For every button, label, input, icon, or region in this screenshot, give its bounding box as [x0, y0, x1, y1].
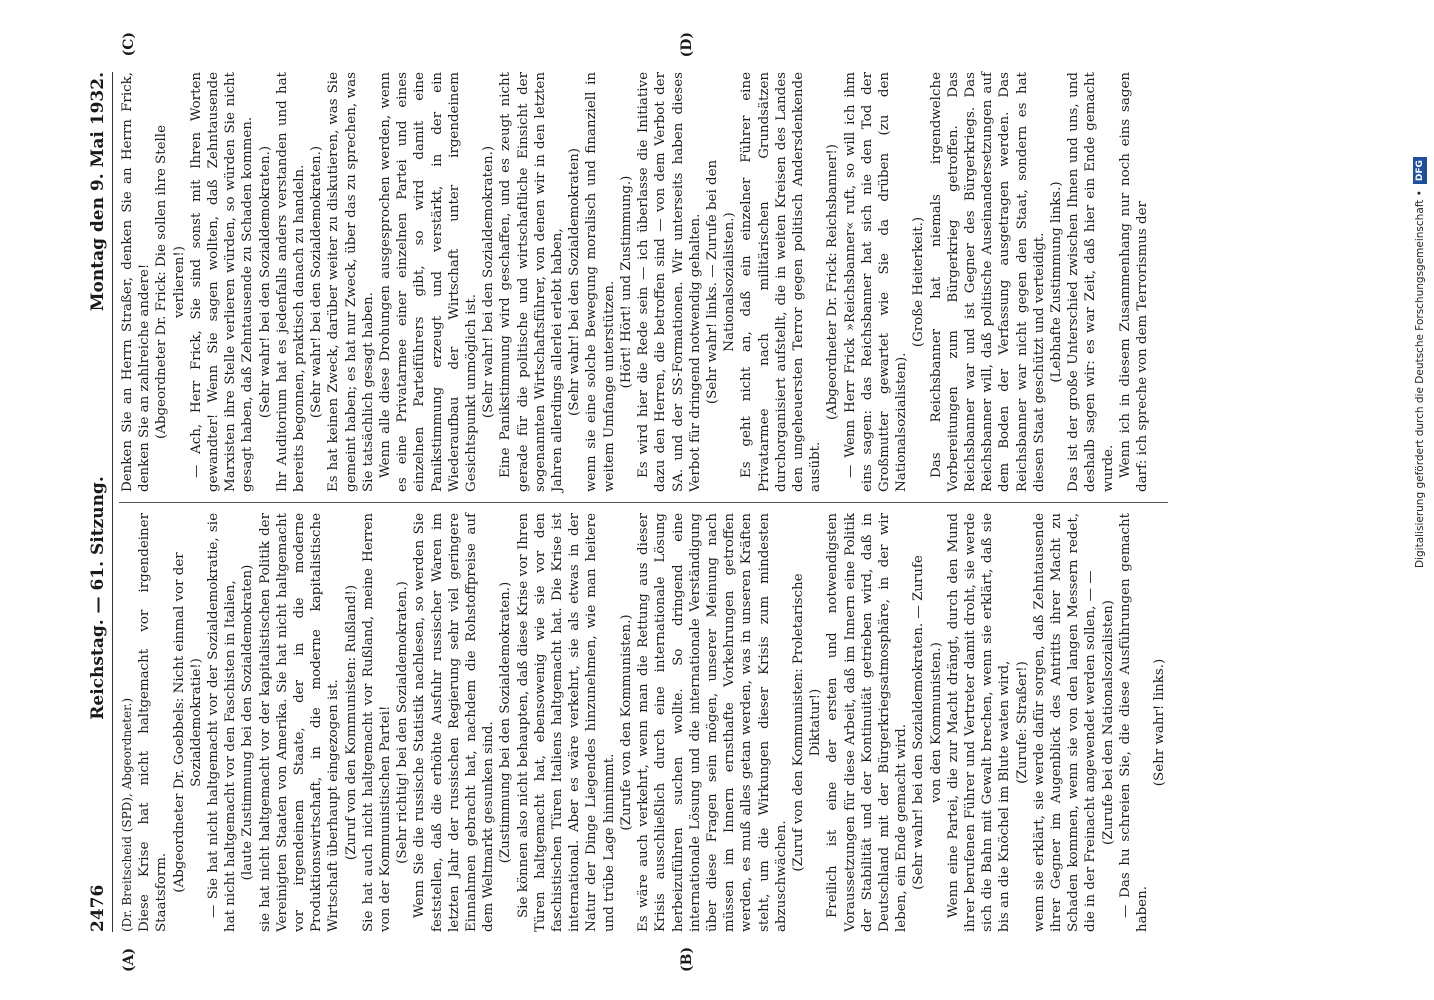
interjection: (Große Heiterkeit.) — [911, 216, 927, 348]
paragraph: Das ist der große Unterschied zwischen Ihnen und uns, und deshalb sagen wir: es war Zeit, daß hier ein Ende gemacht wurde. — [1066, 72, 1116, 492]
paragraph: Wenn ich in diesem Zusammenhang nur noch eins sagen darf: ich spreche von dem Terrorismus der — [1117, 72, 1150, 492]
interjection: (Hört! Hört! und Zustimmung.) — [618, 175, 634, 389]
paragraph: Freilich ist eine der ersten und notwendigsten Voraussetzungen für diese Arbeit, daß im Innern eine Politik der Stabilität und der Kontinuität getrieben wird, daß in Deutschland mit der Bürgerkriegsatmosphäre, in der wir leben, ein Ende gemacht wird. — [825, 513, 910, 932]
interjection: (Sehr wahr! links. — Zurufe bei den Nationalsozialisten.) — [704, 159, 738, 405]
page-number: 2476 — [88, 884, 108, 932]
paragraph: Wenn alle diese Drohungen ausgesprochen werden, wenn es eine Privatarmee einer einzelnen Partei und eines einzelnen Parteiführers gibt, so wird damit eine Panikstimmung erzeugt und verstärkt, in der ein Wiederaufbau der Wirtschaft unter irgendeinem Gesichtspunkt unmöglich ist. — [378, 72, 480, 492]
interjection: (Zustimmung bei den Sozialdemokraten.) — [498, 581, 514, 864]
interjection: (laute Zustimmung bei den Sozialdemokraten) — [240, 564, 256, 881]
margin-mark-c: (C) — [121, 32, 137, 57]
interjection: (Lebhafte Zustimmung links.) — [1048, 181, 1064, 383]
paragraph: Eine Panikstimmung wird geschaffen, und es zeugt nicht gerade für die politische und wirtschaftliche Einsicht der sogenannten Wirtschaftsführer, von denen wir in den letzten Jahren allerdings allerlei erlebt haben, — [498, 72, 566, 492]
text-columns — [119, 32, 1168, 972]
paragraph: Ihr Auditorium hat es jedenfalls anders verstanden und hat bereits begonnen, praktisch danach zu handeln. — [274, 72, 308, 492]
paragraph: Wenn eine Partei, die zur Macht drängt, durch den Mund ihrer berufenen Führer und Vertreter damit droht, sie werde sich die Bahn mit Gewalt brechen, wenn sie erklärt, daß sie bis an die Knöchel im Blute waten wird, — [945, 513, 1013, 932]
page-header — [88, 72, 113, 932]
interjection: (Sehr wahr! bei den Sozialdemokraten.) — [257, 145, 273, 419]
paragraph: wenn sie eine solche Bewegung moralisch und finanziell in weitem Umfange unterstützen. — [584, 72, 617, 492]
digitization-watermark — [1408, 8, 1432, 568]
interjection: (Sehr wahr! bei den Sozialdemokraten.) — [481, 145, 497, 419]
interjection: (Sehr wahr! bei den Sozialdemokraten.) — [309, 145, 325, 419]
margin-mark-d: (D) — [679, 32, 695, 58]
dfg-logo: DFG — [1413, 157, 1427, 184]
paragraph: Es wird hier die Rede sein — ich überlasse die Initiative dazu den Herren, die betroffen sind — von dem Verbot der SA. und der SS-Formationen. Wir unterseits haben dieses Verbot für dringend notwendig gehalten. — [636, 72, 703, 492]
paragraph: — Das hu schreien Sie, die diese Ausführungen gemacht haben. — [1117, 513, 1150, 932]
paragraph: Denken Sie an Herrn Straßer, denken Sie an Herrn Frick, denken Sie an zahlreiche andere! — [120, 72, 153, 492]
paragraph: Das Reichsbanner hat niemals irgendwelche Vorbereitungen zum Bürgerkrieg getroffen. Das Reichsbanner war und ist Gegner des Bürgerkriegs. Das Reichsbanner will, daß politische Auseinandersetzungen auf dem Boden der Verfassung ausgetragen werden. Das Reichsbanner war nicht gegen den Staat, sondern es hat diesen Staat geschützt und verteidigt. — [928, 72, 1047, 492]
interjection: (Sehr wahr! bei den Sozialdemokraten) — [567, 148, 583, 416]
paragraph: wenn sie erklärt, sie werde dafür sorgen, daß Zehntausende ihrer Gegner im Augenblick des Antritts ihrer Macht zu Schaden kommen, wenn sie von den langen Messern redet, die in der Freinacht angewendet werden sollen, — — — [1031, 513, 1099, 932]
left-column — [119, 502, 1168, 932]
interjection: (Abgeordneter Dr. Goebbels: Nicht einmal vor der Sozialdemokratie!) — [171, 552, 204, 893]
interjection: (Abgeordneter Dr. Frick: Reichsbanner!) — [825, 143, 841, 421]
interjection: (Sehr wahr! links.) — [1152, 658, 1168, 787]
margin-mark-b: (B) — [679, 946, 695, 972]
interjection: (Zurufe bei den Nationalsozialisten) — [1100, 600, 1116, 845]
session-title: Reichstag. — 61. Sitzung. — [88, 476, 108, 720]
interjection: (Zuruf von den Kommunisten: Rußland!) — [343, 584, 359, 861]
paragraph: sie hat nicht haltgemacht vor der kapitalistischen Politik der Vereinigten Staaten von Amerika. Sie hat nicht haltgemacht vor irgendeinem Staate, der in die moderne Produktionswirtschaft, in die moderne kapitalistische Wirtschaft überhaupt eingezogen ist. — [257, 513, 342, 932]
paragraph: Es geht nicht an, daß ein einzelner Führer eine Privatarmee nach militärischen Grundsätzen durchorganisiert aufstellt, die in weiten Kreisen des Landes den ungeheuersten Terror gegen politisch Andersdenkende ausübt. — [739, 72, 824, 492]
interjection: (Abgeordneter Dr. Frick: Die sollen ihre Stelle verlieren!) — [154, 125, 187, 440]
margin-mark-a: (A) — [121, 947, 137, 972]
paragraph: Es hat keinen Zweck, darüber weiter zu diskutieren, was Sie gemeint haben; es hat nur Zweck, über das zu sprechen, was Sie tatsächlich gesagt haben. — [326, 72, 376, 492]
paragraph: — Ach, Herr Frick, Sie sind sonst mit Ihren Worten gewandter! Wenn Sie sagen wollten, daß Zehntausende Marxisten ihre Stelle verlieren würden, so würden Sie nicht gesagt haben, daß Zehntausende zu Schaden kommen. — [188, 72, 256, 492]
interjection: (Sehr wahr! bei den Sozialdemokraten. — Zurufe von den Kommunisten.) — [911, 555, 944, 890]
paragraph: — Wenn Herr Frick »Reichsbanner« ruft, so will ich ihm eins sagen: das Reichsbanner hat sich nie den Tod der Großmutter gewartet wie Sie da drüben (zu den Nationalsozialisten). — [842, 72, 910, 492]
paragraph: (Dr. Breitscheid (SPD), Abgeordneter.) — [120, 697, 134, 932]
interjection: (Zuruf von den Kommunisten: Proletarische Diktatur!) — [790, 573, 824, 872]
paragraph: — Sie hat nicht haltgemacht vor der Sozialdemokratie, sie hat nicht haltgemacht vor den Faschisten in Italien, — [206, 513, 239, 932]
interjection: (Zurufe von den Kommunisten.) — [618, 614, 634, 831]
paragraph: Diese Krise hat nicht haltgemacht vor irgendeiner Staatsform. — [137, 513, 170, 932]
paragraph: Sie können also nicht behaupten, daß diese Krise vor Ihren Türen haltgemacht hat, ebensowenig wie sie vor den faschistischen Türen Italiens haltgemacht hat. Die Krise ist international. Aber es wäre verkehrt, sie als etwas in der Natur der Dinge Liegendes hinzunehmen, wie man heitere und trübe Lage hinnimmt. — [515, 513, 617, 932]
paragraph: Wenn Sie die russische Statistik nachlesen, so werden Sie feststellen, daß die erhöhte Ausfuhr russischer Waren im letzten Jahr der russischen Regierung sehr viel geringere Einnahmen gebracht hat, nachdem die Rohstoffpreise auf dem Weltmarkt gesunken sind. — [412, 513, 497, 932]
paragraph: Es wäre auch verkehrt, wenn man die Rettung aus dieser Krisis ausschließlich durch eine internationale Lösung herbeizuführen suchen wollte. So dringend eine internationale Lösung und die internationale Verständigung über diese Fragen sein mögen, unserer Meinung nach müssen im Innern ernsthafte Vorkehrungen getroffen werden, es muß alles getan werden, was in unseren Kräften steht, um die Wirkungen dieser Krisis zum mindesten abzuschwächen. — [636, 513, 789, 932]
watermark-text: Digitalisierung gefördert durch die Deutsche Forschungsgemeinschaft • — [1414, 190, 1426, 568]
page-content — [88, 32, 1168, 972]
interjection: (Sehr richtig! bei den Sozialdemokraten.) — [395, 581, 411, 864]
right-column — [119, 72, 1168, 502]
session-date: Montag den 9. Mai 1932. — [88, 72, 108, 312]
paragraph: Sie hat auch nicht haltgemacht vor Rußland, meine Herren von der Kommunistischen Partei! — [360, 513, 394, 932]
interjection: (Zurufe: Straßer!) — [1014, 661, 1030, 784]
